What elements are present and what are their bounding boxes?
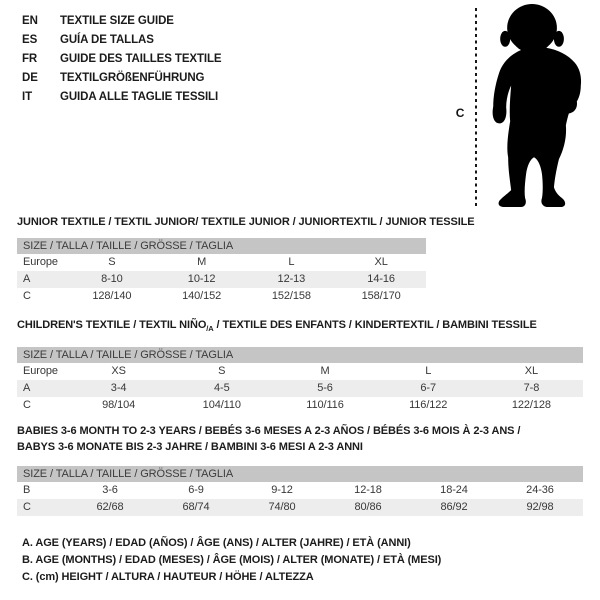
language-title: GUIDE DES TAILLES TEXTILE [60,53,222,65]
table-row [17,363,583,380]
row-label: Europe [23,256,58,268]
table-cell: 3-6 [102,484,118,496]
row-label: Europe [23,365,58,377]
height-measure-dotted-line [475,8,477,206]
language-row-fr [22,50,222,69]
legend-line-c: C. (cm) HEIGHT / ALTURA / HAUTEUR / HÖHE / ALTEZZA [22,571,314,583]
table-cell: 7-8 [523,382,540,394]
table-cell: 158/170 [361,290,401,302]
section-title-junior: JUNIOR TEXTILE / TEXTIL JUNIOR/ TEXTILE JUNIOR / JUNIORTEXTIL / JUNIOR TESSILE [17,216,475,228]
table-cell: M [320,365,330,377]
language-title: GUÍA DE TALLAS [60,34,154,46]
table-cell: L [288,256,295,268]
measurement-legend [22,535,441,586]
size-header-bar: SIZE / TALLA / TAILLE / GRÖSSE / TAGLIA [17,466,583,482]
language-row-es [22,31,222,50]
legend-line-b: B. AGE (MONTHS) / EDAD (MESES) / ÂGE (MOIS) / ALTER (MONATE) / ETÀ (MESI) [22,554,442,566]
table-cell: 116/122 [409,399,448,411]
language-code: EN [22,15,38,27]
table-cell: 6-9 [188,484,204,496]
language-row-en [22,12,222,31]
legend-line-a: A. AGE (YEARS) / EDAD (AÑOS) / ÂGE (ANS) / ALTER (JAHRE) / ETÀ (ANNI) [22,537,411,549]
language-title: GUIDA ALLE TAGLIE TESSILI [60,91,219,103]
language-title: TEXTILGRÖßENFÜHRUNG [60,72,205,84]
table-row [17,254,426,271]
table-cell: 9-12 [271,484,293,496]
table-cell: 14-16 [367,273,395,285]
table-cell: 140/152 [182,290,222,302]
section-title-text: CHILDREN'S TEXTILE / TEXTIL NIÑO [17,319,207,331]
table-cell: 128/140 [92,290,132,302]
table-cell: 4-5 [214,382,230,394]
children-size-table [17,347,583,414]
table-cell: 10-12 [187,273,216,285]
table-cell: L [425,365,432,377]
table-cell: 12-18 [354,484,382,496]
babies-size-table [17,466,583,516]
table-row [17,380,583,397]
language-list [22,12,222,107]
table-cell: 74/80 [268,501,296,513]
table-cell: 12-13 [277,273,306,285]
junior-size-table [17,238,426,305]
row-label: C [23,399,31,411]
table-cell: 8-10 [101,273,123,285]
table-cell: 3-4 [110,382,127,394]
row-label: A [23,382,31,394]
height-label-c: C [455,106,465,120]
table-cell: M [197,256,207,268]
table-cell: 68/74 [182,501,210,513]
table-cell: 104/110 [202,399,241,411]
table-cell: 24-36 [526,484,554,496]
table-cell: 92/98 [526,501,554,513]
table-cell: 122/128 [511,399,551,411]
section-title-subscript: /A [206,324,214,334]
language-row-de [22,69,222,88]
size-header-bar: SIZE / TALLA / TAILLE / GRÖSSE / TAGLIA [17,347,583,363]
language-code: FR [22,53,38,65]
table-cell: S [108,256,116,268]
language-code: IT [22,91,33,103]
baby-silhouette-image [487,3,593,207]
table-cell: 98/104 [102,399,136,411]
section-title-line1: BABIES 3-6 MONTH TO 2-3 YEARS / BEBÉS 3-6 MESES A 2-3 AÑOS / BÉBÉS 3-6 MOIS À 2-3 ANS / [17,425,521,437]
table-row [17,271,426,288]
language-code: ES [22,34,38,46]
table-row [17,288,426,305]
section-title-text: / TEXTILE DES ENFANTS / KINDERTEXTIL / BAMBINI TESSILE [213,319,537,331]
row-label: B [23,484,31,496]
row-label: C [23,501,31,513]
table-row [17,482,583,499]
table-cell: 86/92 [440,501,468,513]
row-label: A [23,273,31,285]
table-cell: 80/86 [354,501,382,513]
table-cell: 5-6 [317,382,333,394]
table-cell: XL [524,365,539,377]
table-cell: S [218,365,226,377]
section-title-line2: BABYS 3-6 MONATE BIS 2-3 JAHRE / BAMBINI 3-6 MESI A 2-3 ANNI [17,441,363,453]
table-cell: XS [111,365,126,377]
language-row-it [22,88,222,107]
table-cell: 110/116 [306,399,344,411]
row-label: C [23,290,31,302]
table-row [17,397,583,414]
language-title: TEXTILE SIZE GUIDE [60,15,174,27]
table-cell: 6-7 [420,382,437,394]
language-code: DE [22,72,38,84]
size-header-bar: SIZE / TALLA / TAILLE / GRÖSSE / TAGLIA [17,238,426,254]
table-row [17,499,583,516]
table-cell: 62/68 [96,501,124,513]
section-title-babies [17,423,520,455]
section-title-children [17,319,537,333]
table-cell: XL [374,256,388,268]
table-cell: 18-24 [440,484,468,496]
table-cell: 152/158 [271,290,311,302]
